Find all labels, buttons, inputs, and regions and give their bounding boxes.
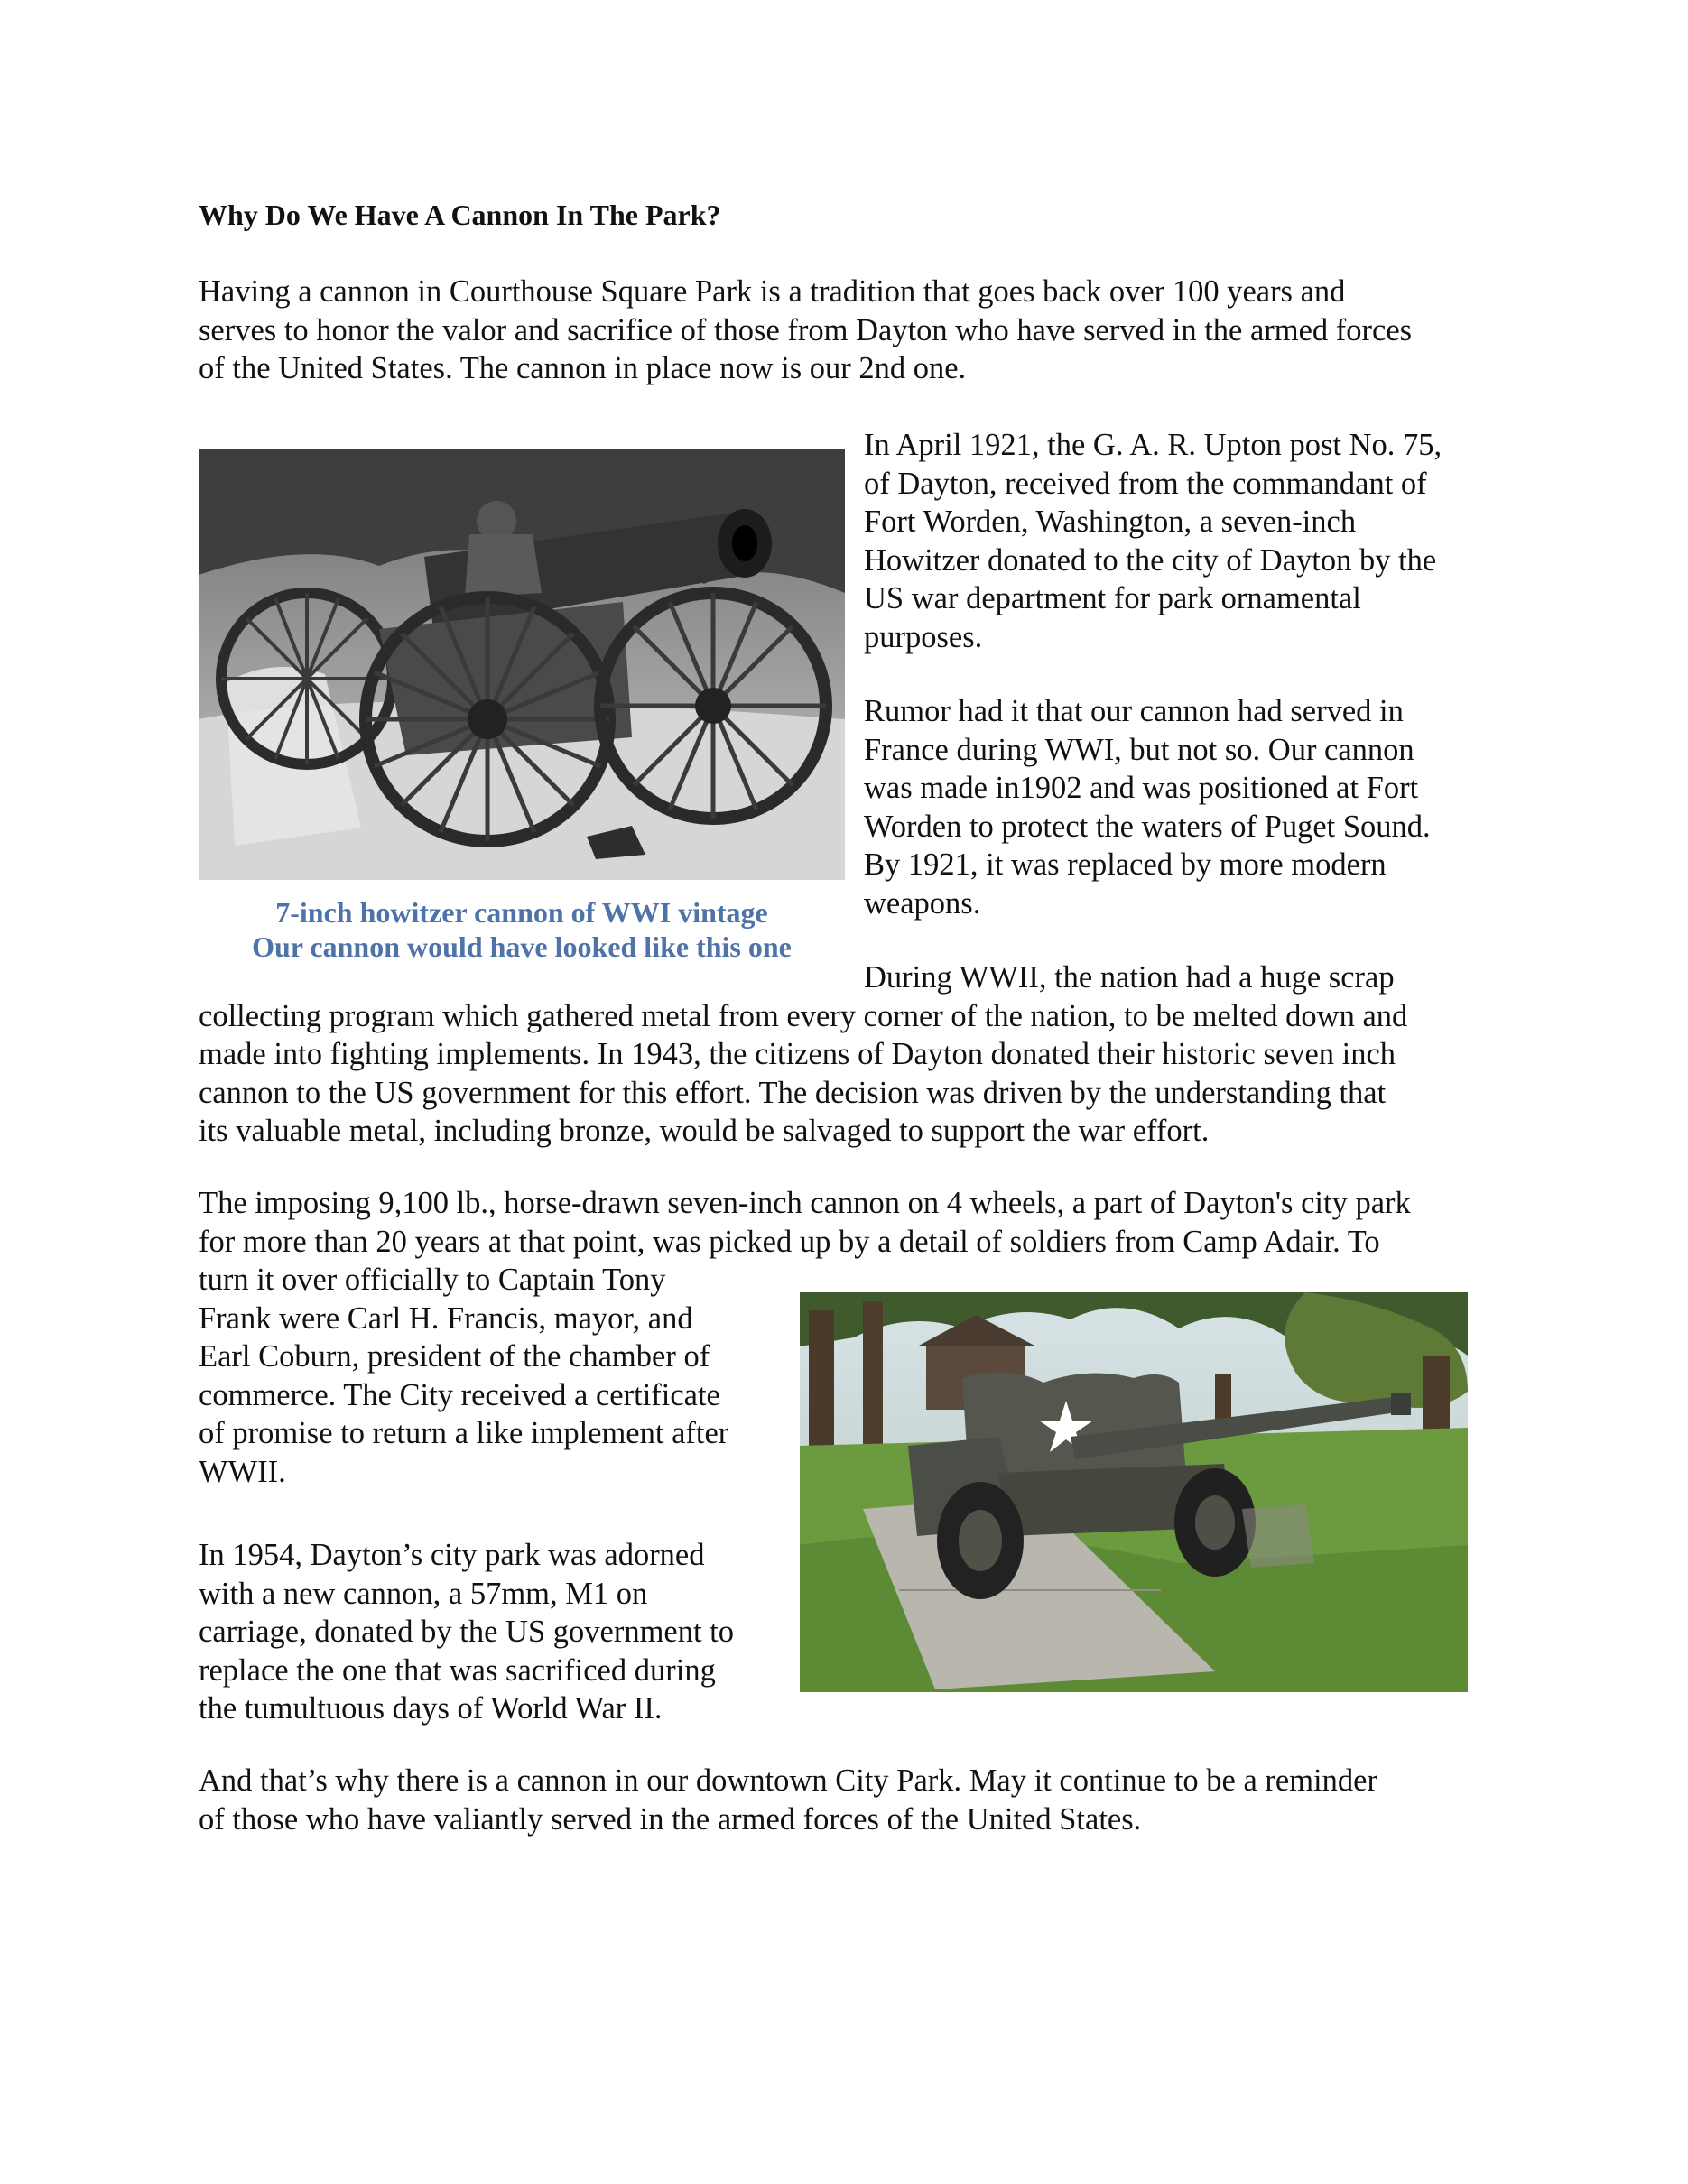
text-line: weapons. <box>864 885 981 921</box>
closing-paragraph <box>199 1762 1377 1838</box>
text-line: France during WWI, but not so. Our cannon <box>864 732 1414 767</box>
text-line: Worden to protect the waters of Puget Sound. <box>864 809 1431 844</box>
intro-paragraph <box>199 273 1412 388</box>
text-line: Howitzer donated to the city of Dayton by the <box>864 542 1437 578</box>
caption-line: 7-inch howitzer cannon of WWI vintage <box>275 896 768 929</box>
text-line: US war department for park ornamental <box>864 581 1361 615</box>
text-line: Fort Worden, Washington, a seven-inch <box>864 504 1357 539</box>
text-line: its valuable metal, including bronze, would be salvaged to support the war effort. <box>199 1114 1210 1148</box>
text-line: During WWII, the nation had a huge scrap <box>864 960 1395 995</box>
text-line: WWII. <box>199 1454 286 1489</box>
text-line: collecting program which gathered metal from every corner of the nation, to be melted down and <box>199 998 1408 1033</box>
text-line: replace the one that was sacrificed during <box>199 1652 716 1688</box>
text-line: made into fighting implements. In 1943, the citizens of Dayton donated their historic seven inch <box>199 1037 1396 1071</box>
howitzer-photo <box>199 449 845 880</box>
text-line: of the United States. The cannon in place now is our 2nd one. <box>199 351 967 385</box>
text-line: was made in1902 and was positioned at Fort <box>864 771 1419 805</box>
text-line: serves to honor the valor and sacrifice of those from Dayton who have served in the armed forces <box>199 312 1413 347</box>
text-line: Frank were Carl H. Francis, mayor, and <box>199 1300 693 1336</box>
m1-cannon-photo <box>800 1292 1468 1692</box>
text-line: In 1954, Dayton’s city park was adorned <box>199 1538 705 1572</box>
text-line: In April 1921, the G. A. R. Upton post No. 75, <box>864 428 1442 462</box>
text-line: By 1921, it was replaced by more modern <box>864 847 1387 882</box>
text-line: Having a cannon in Courthouse Square Park is a tradition that goes back over 100 years and <box>199 274 1346 309</box>
april-1921-paragraph <box>864 426 1442 656</box>
text-line: cannon to the US government for this effort. The decision was driven by the understanding that <box>199 1075 1387 1110</box>
text-line: turn it over officially to Captain Tony <box>199 1263 666 1297</box>
text-line: The imposing 9,100 lb., horse-drawn seven-inch cannon on 4 wheels, a part of Dayton's city park <box>199 1186 1411 1220</box>
page-title: Why Do We Have A Cannon In The Park? <box>199 199 721 231</box>
text-line: carriage, donated by the US government to <box>199 1615 735 1649</box>
howitzer-caption <box>199 895 845 964</box>
text-line: Rumor had it that our cannon had served in <box>864 694 1404 728</box>
text-line: of promise to return a like implement after <box>199 1416 729 1450</box>
rumor-paragraph <box>864 692 1431 922</box>
text-line: of those who have valiantly served in the armed forces of the United States. <box>199 1801 1142 1837</box>
text-line: purposes. <box>864 619 983 654</box>
text-line: for more than 20 years at that point, was picked up by a detail of soldiers from Camp Adair. To <box>199 1224 1380 1259</box>
text-line: commerce. The City received a certificate <box>199 1377 720 1412</box>
text-line: Earl Coburn, president of the chamber of <box>199 1339 710 1374</box>
wwii-paragraph <box>199 958 1407 1151</box>
text-line: And that’s why there is a cannon in our downtown City Park. May it continue to be a reminder <box>199 1763 1377 1798</box>
text-line: of Dayton, received from the commandant of <box>864 466 1427 501</box>
1954-paragraph <box>199 1536 734 1728</box>
text-line: the tumultuous days of World War II. <box>199 1691 663 1726</box>
caption-line: Our cannon would have looked like this one <box>252 930 792 963</box>
text-line: with a new cannon, a 57mm, M1 on <box>199 1576 648 1611</box>
